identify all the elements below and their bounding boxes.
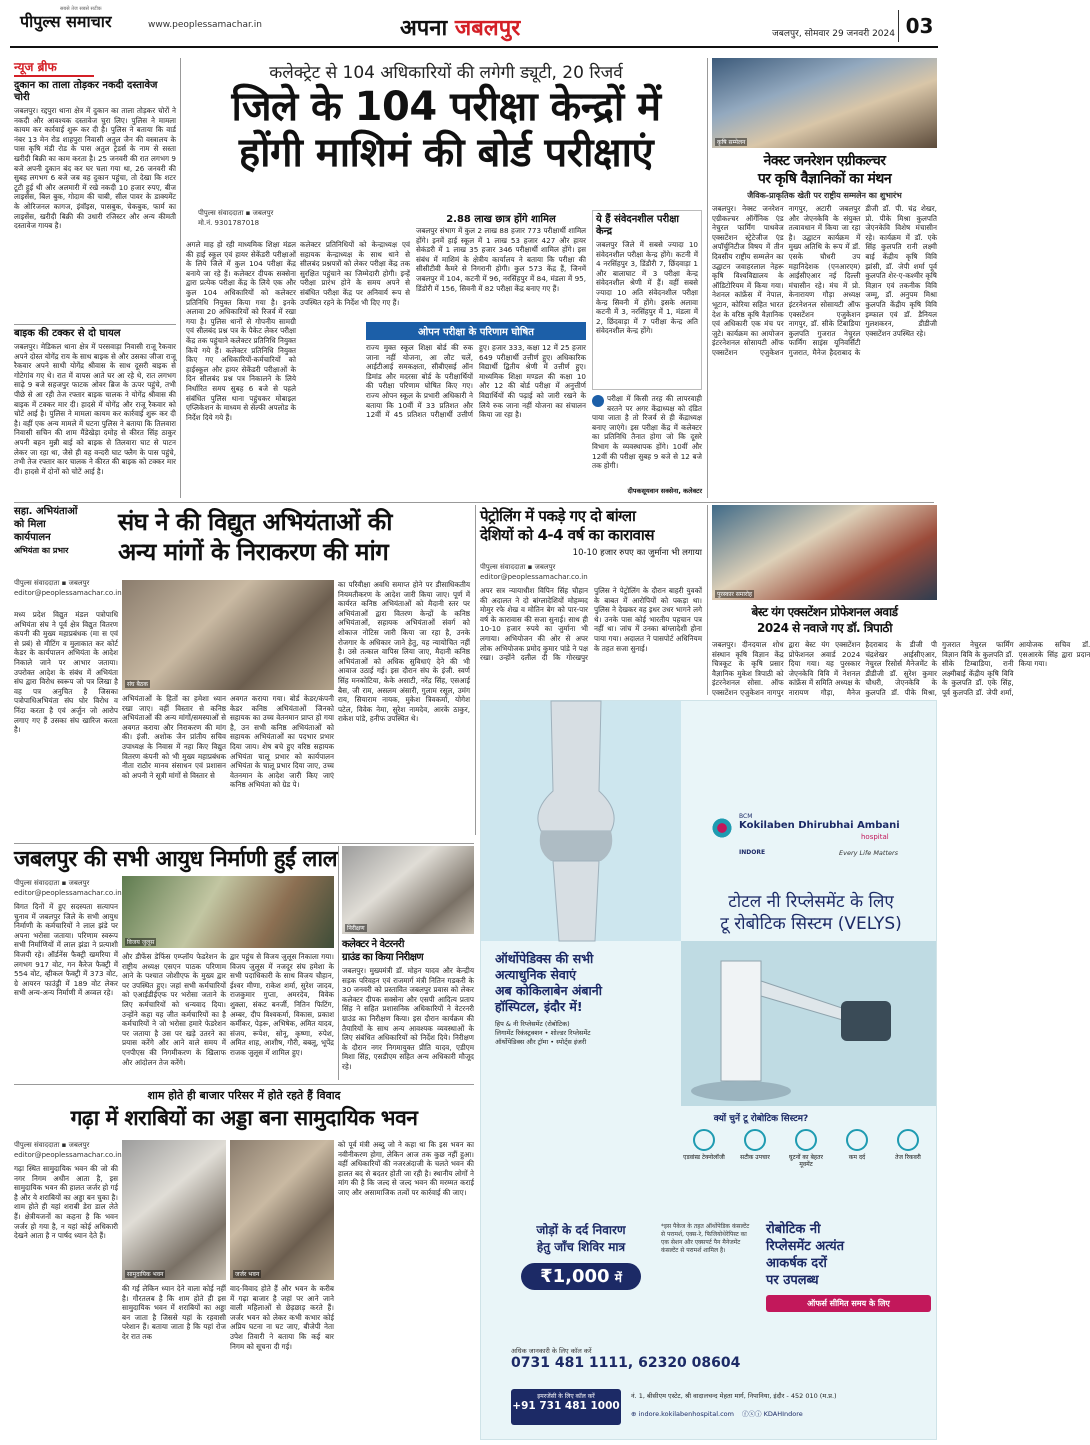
union-label-3: कार्यपालन [14, 532, 51, 543]
sensitive-body: जबलपुर जिले में सबसे ज्यादा 10 संवेदनशील परीक्षा केन्द्र होंगे। कटनी में 4 नरसिंहपुर 3, डिंडौरी 7, छिंदवाड़ा 1 और बालाघाट में 3 परीक्षा केन्द्र संवेदनशील श्रेणी में हैं। वहीं सबसे ज्यादा 10 अति संवेदनशील परीक्षा केन्द्र सिवनी में होंगे। इसके अलावा कटनी में 3, नरसिंहपुर में 1, मंडला में 2, छिंदवाड़ा में 7 परीक्षा केन्द्र अति संवेदनशील केन्द्र होंगे। [596, 240, 698, 336]
lead-headline-line1: जिले के 104 परीक्षा केन्द्रों में [231, 84, 661, 130]
benefit [834, 1129, 880, 1189]
knee-icon [795, 1129, 817, 1151]
hall-photo-2-caption: जर्जर भवन [235, 1271, 260, 1278]
lead-byline [198, 208, 318, 228]
police-deck: 10-10 हजार रुपए का जुर्माना भी लगाया [572, 548, 702, 558]
ad-headline-tag: (VELYS) [837, 914, 902, 934]
hall-photo-1 [122, 1140, 226, 1280]
benefit [783, 1129, 829, 1189]
visit-photo [342, 846, 474, 934]
ad-headline [691, 891, 931, 935]
ad-service-item: हिप & नी रिप्लेसमेंट (रोबोटिक) [495, 1020, 570, 1028]
tech-icon [693, 1129, 715, 1151]
benefit [681, 1129, 727, 1189]
ad-camp-line1: जोड़ों के दर्द निवारण [536, 1223, 626, 1237]
band-rule [14, 843, 474, 844]
lead-col2: कलेक्टर प्रतिनिधियों को केन्द्राध्यक्ष एवं सहायक केन्द्राध्यक्ष के साथ थाने से सीलबंद प्रश्नपत्रों को लेकर परीक्षा केंद्र तक सुरक्षित पहुंचाने का जिम्मेदारी होगी। इन्हें परीक्षा प्रारंभ होने के समय अपने से संबंधित परीक्षा केंद्र पर अनिवार्य रूप से उपस्थित रहने के निर्देश भी दिए गए हैं। [300, 240, 410, 307]
benefit [885, 1129, 931, 1189]
hall-photo-1-caption: सामुदायिक भवन [127, 1271, 164, 1278]
liquor-col2: की गई लेकिन ध्यान देने वाला कोई नहीं है। गौरतलब है कि शाम होते ही इस सामुदायिक भवन में शराबियों का अड्डा बन जाता है जिससे यहां के रहवासी परेशान हैं। बताया जाता है कि यहां रोज देर रात तक [122, 1284, 226, 1341]
ad-logo-icon [711, 817, 733, 839]
robot-system-graphic [681, 941, 936, 1106]
ordnance-byline [14, 878, 124, 898]
ad-brand-name: Kokilaben Dhirubhai Ambani [739, 820, 900, 831]
police-headline-line1: पेट्रोलिंग में पकड़े गए दो बांग्ला [480, 507, 636, 525]
visit-body: जबलपुर। मुख्यमंत्री डॉ. मोहन यादव और केन्द्रीय सड़क परिवहन एवं राजमार्ग मंत्री नितिन गडकरी के 30 जनवरी को प्रस्तावित जबलपुर प्रवास को लेकर कलेक्टर दीपक सक्सेना और एसपी आदित्य प्रताप सिंह ने सहित प्रशासनिक अधिकारियों ने वेटरनरी ग्राउंड का निरीक्षण किया। इस दौरान कार्यक्रम की तैयारियों के साथ अन्य आवश्यक व्यवस्थाओं के लिए संबंधित अधिकारियों को निर्देश दिये। निरीक्षण के दौरान नगर निगमायुक्त प्रीति यादव, एडीएम मिशा सिंह, एसडीएम सहित अन्य अधिकारी मौजूद रहे। [342, 966, 474, 1071]
award-headline-line2: 2024 से नवाजे गए डॉ. त्रिपाठी [757, 621, 892, 635]
union-label-1: सहा. अभियंताओं [14, 506, 78, 517]
liquor-byline-text: पीपुल्स संवाददाता ▪ जबलपुर [14, 1141, 90, 1149]
lead-sub-headline: 2.88 लाख छात्र होंगे शामिल [446, 214, 556, 225]
union-byline-text: पीपुल्स संवाददाता ▪ जबलपुर [14, 579, 90, 587]
police-email[interactable]: editor@peoplessamachar.co.in [480, 573, 588, 581]
ad-promo-line4: पर उपलब्ध [766, 1273, 819, 1288]
award-photo-caption: पुरस्कार समारोह [717, 591, 753, 598]
ad-camp [511, 1221, 651, 1321]
ad-services [495, 951, 675, 1101]
news-brief [14, 58, 176, 498]
brand-logo [20, 6, 155, 34]
agri-body: जबलपुर। नेक्स्ट जनरेशन एग्रीकल्चर ऑर्गेनिक एंड नेचुरल फार्मिंग पाथवेज एक्सटेंशन स्ट्रेटेजीज एंड अपॉर्चुनिटीज विषय में तीन दिवसीय राष्ट्रीय सम्मलेन का उद्घाटन जवाहरलाल नेहरू कृषि विश्वविद्यालय के ऑडिटोरियम में किया गया। नेशनल कांफ्रेंस में नेपाल, भूटान, कोरिया सहित भारत देश के वरिष्ठ कृषि वैज्ञानिक एवं अधिकारी एक मंच पर जुटे। कार्यक्रम का आयोजन इंटरनेशनल सोसायटी ऑफ एक्सटेंशन एजुकेशन नागपुर, अटारी जबलपुर और जेएनकेवि के संयुक्त तत्वावधान में किया जा रहा है। उद्घाटन कार्यक्रम में मुख्य अतिथि के रूप में डॉ. एसके चौधरी उप महानिदेशक (एनआरएम) आईसीएआर नई दिल्ली मंचासीन रहे। मंच में प्रो. केनारायण गौड़ा अध्यक्ष इंटरनेशनल सोसायटी ऑफ एक्सटेंशन एजुकेशन नागपुर, डॉ. सीके टिंबाडिया कुलपति गुजरात नेचुरल फार्मिंग साइंस यूनिवर्सिटी गुजरात, मैनेज हैदराबाद के डीजी डॉ. पी. चंद्र शेखर, प्रो. पीके मिश्रा कुलपति जेएनकेवि विशेष मंचासीन रहे। कार्यक्रम में डॉ. एके सिंह कुलपति रानी लक्ष्मी बाई केंद्रीय कृषि विवि झांसी, डॉ. जेपी शर्मा पूर्व कुलपति शेर-ए-कश्मीर कृषि विज्ञान एवं तकनीक विवि जम्मू, डॉ. अनुपम मिश्रा कुलपति केंद्रीय कृषि विवि इम्फाल एवं डॉ. डैनियल गुलशकरन, डीडीजी एक्सटेंशन उपस्थित रहे। [712, 204, 937, 357]
ad-emergency-label: इमरजेंसी के लिए कॉल करें [537, 1393, 595, 1400]
police-body: अपर सत्र न्यायाधीश विपिन सिंह चौहान की अदालत ने दो बांग्लादेशियों मोहम्मद मोमुर रफे शेख व मोतिन बेग को पार-पार वर्ष के कारावास की सजा सुनाई। साथ ही 10-10 हजार रुपये का जुर्माना भी लगाया। अभियोजन की ओर से अपर लोक अभियोजक प्रमोद कुमार पांडे ने पक्ष रखा। उन्होंने दलील दी कि गोरखपुर पुलिस ने पेट्रोलिंग के दौरान बाहरी युवकों के बाबत में आरोपियों को पकड़ा था। पुलिस ने देखकर वह इधर उधर भागने लगे थे। उनके पास कोई भारतीय पहचान पत्र नहीं था। जांच में उनका बांग्लादेशी होना पाया गया। अदालत ने पासपोर्ट अधिनियम के तहत सजा सुनाई। [480, 586, 702, 663]
hall-photo-2 [230, 1140, 334, 1280]
visit-headline-line1: कलेक्टर ने वेटरनरी [342, 939, 404, 950]
ad-services-title-4: हॉस्पिटल, इंदौर में! [495, 999, 583, 1014]
ad-camp-line2: हेतु जाँच शिविर मात्र [536, 1240, 626, 1254]
website[interactable]: www.peoplessamachar.in [148, 20, 262, 30]
ordnance-col1: विगत दिनों में हुए सदस्यता सत्यापन चुनाव में जबलपुर जिले के सभी आयुध निर्माणी के कर्मचारियों ने लाल झंडे पर अपना भरोसा जताया। परिणाम स्वरूप सभी निर्माणियों में लाल झंडा ने प्रत्याशी विजयी रहे। ऑर्डनेंस फैक्ट्री खमरिया में लगभग 917 वोट, गन कैरेज फैक्ट्री में 554 वोट, व्हीकल फैक्ट्री में 373 वोट, ग्रे आयरन फाउंड्री में 189 वोट लेकर सभी अन्य-अन्य निर्माणी में अव्वल रहे। [14, 902, 118, 998]
union-photo-caption: संघ बैठक [127, 681, 149, 688]
ad-emergency-number: +91 731 481 1000 [512, 1400, 620, 1412]
open-exam-box [366, 322, 586, 500]
brief-body: जबलपुर। रद्दपुरा थाना क्षेत्र में दुकान का ताला तोड़कर चोरों ने नकदी और आवश्यक दस्तावेज चुरा लिए। पुलिस ने मामला कायम कर कार्रवाई शुरू कर दी है। पुलिस ने बताया कि वार्ड नंबर 13 मेन रोड शाहपुरा निवासी अतुल जैन की वस्त्रालय के पास कृषि मंडी रोड के पास अतुल ट्रेडर्स के नाम से सस्ता खरीदी बिक्री का काम करता है। 25 जनवरी की रात लगभग 9 बजे अपनी दुकान बंद कर घर चला गया था, 26 जनवरी की सुबह लगभग 6 बजे जब वह दुकान पहुंचा, तो देखा कि शटर टूटी हुई थी और अलमारी में रखे नकदी 10 हजार रुपए, बीज लाइसेंस, बिल बुक, गोदाम की चाबी, सील पावर के डाक्यमेंट के ओरिजनल कागज, इंवॉइस, पासबुक, चेकबुक, फार्म का लाइसेंस, खरीदी बिक्री की उधारी रजिस्टर और अन्य कीमती दस्तावेज गायब है। [14, 106, 176, 231]
ad-service-item: ऑर्थोपेडिक्स और ट्रॉमा • स्पोर्ट्स इंजरी [495, 1038, 587, 1046]
union-headline-line1: संघ ने की विद्युत अभियंताओं की [118, 508, 392, 536]
column-rule [475, 505, 476, 835]
visit-headline-line2: ग्राउंड का किया निरीक्षण [342, 952, 424, 963]
quote-author: दीपकसूयवान सक्सेना, कलेक्टर [627, 487, 702, 495]
column-rule [707, 58, 708, 498]
ad-web[interactable]: indore.kokilabenhospital.com [638, 1410, 734, 1418]
ad-camp-note: *इस पैकेज के तहत ऑर्थोपेडिक कंसल्टेंट से परामर्श, एक्स-रे, फिजियोथेरेपिस्ट का एक सेशन और एक्सपर्ट पैन मैनेजमेंट कंसल्टेंट से परामर्श शामिल है। [661, 1223, 750, 1254]
benefit-label: तेज रिकवरी [895, 1154, 921, 1161]
ad-promo-text [766, 1221, 931, 1289]
union-label-2: को मिला [14, 519, 46, 530]
dateline: जबलपुर, सोमवार 29 जनवरी 2024 [772, 29, 895, 39]
benefit-label: सटीक उपचार [740, 1154, 770, 1161]
column-rule [180, 58, 181, 498]
social-icon: ⓕⓧⓘ [742, 1410, 762, 1418]
ad-promo [766, 1221, 931, 1331]
ad-headline-line1: टोटल नी रिप्लेसमेंट के लिए [728, 892, 894, 912]
union-byline [14, 578, 122, 598]
news-brief-label: न्यूज ब्रीफ [14, 58, 94, 77]
knee-implant-graphic [481, 701, 681, 941]
brief-headline: बाइक की टक्कर से दो घायल [14, 328, 121, 339]
agri-photo-caption: कृषि सम्मेलन [717, 139, 746, 146]
sensitive-title: ये हैं संवेदनशील परीक्षा केन्द्र [596, 214, 680, 237]
ad-brand-tagline: Every Life Matters [839, 849, 899, 857]
brief-body: जबलपुर। मेडिकल थाना क्षेत्र में परसवाड़ा निवासी राजू रैकवार अपने दोस्त योगेंद्र राय के साथ बाइक से और उसका जीजा राजू रैकवार अपने साथी योगेंद्र श्रीवास के साथ दूसरी बाइक से गोटेगांव गए थे। रात में वापस आते घर आ रहे थे, रात लगभग साढ़े 9 बजे सहजपुर फाटक ओवर ब्रिज के ऊपर पहुंचे, तभी पीछे से आ रही तेज रफ्तार बाइक चालक ने योगेंद्र श्रीवास की बाइक में टक्कर मार दी। हादसे में योगेंद्र और राजू रैकवार को चोटें आई है। पुलिस ने मामला कायम कर कार्रवाई शुरू कर दी है। वहीं एक अन्य मामले में घटना पुलिस ने बताया कि तिलवारा निवासी सचिन की शाम मैंडेखेड़ा दमोह से कीरत सिंह ठाकुर अपनी बहन मुन्नी बाई को बाइक से तिलवारा घाट से पाटन लेकर जा रहा था, जैसे ही वह वन्दरी घाट फ्लैग के पास पहुंचे, तभी तेज रफ्तार कार चालक ने कीरत की बाइक को टक्कर मार दी। हादसे में दोनों को चोटें आई है। [14, 342, 176, 476]
ad-promo-line2: रिप्लेसमेंट अत्यंत [766, 1239, 845, 1254]
lead-contact: मो.नं. 9301787018 [198, 219, 260, 227]
ad-contact-label: अधिक जानकारी के लिए कॉल करें [511, 1347, 592, 1355]
section-city: जबलपुर [454, 16, 521, 41]
ad-bcm: BCM [739, 813, 753, 820]
quote-body: परीक्षा में किसी तरह की लापरवाही बरतने पर अगर केंद्राध्यक्ष को दंडित पाया जाता है तो रिजर्व से ही केंद्राध्यक्ष बनाए जाएंगे। इस परीक्षा केंद्र में कलेक्टर का प्रतिनिधि तैनात होगा जो कि दूसरे विभाग के व्यवस्थापक होंगे। 10वीं और 12वीं की परीक्षा सुबह 9 बजे से 12 बजे तक होगी। [592, 394, 702, 471]
liquor-byline [14, 1140, 124, 1160]
union-box-label [14, 505, 114, 575]
globe-icon: ⊕ [631, 1410, 637, 1418]
agri-deck: जैविक-प्राकृतिक खेती पर राष्ट्रीय सम्मलेन का शुभारंभ [747, 191, 902, 200]
liquor-email[interactable]: editor@peoplessamachar.co.in [14, 1151, 122, 1159]
union-label-4: अभियंता का प्रभार [14, 546, 69, 555]
section-prefix: अपना [400, 16, 448, 41]
masthead-rule [10, 46, 938, 48]
benefit [732, 1129, 778, 1189]
collector-quote [592, 394, 702, 500]
police-headline [480, 507, 702, 545]
ad-services-title-1: ऑर्थोपेडिक्स की सभी [495, 951, 594, 966]
liquor-col1: गढ़ा स्थित सामुदायिक भवन की जो की नगर निगम अधीन आता है, इस सामुदायिक भवन की हालत जर्जर हो गई है और ये शराबियों का अड्डा बन चुका है। शाम होते ही यहां शराबी डेरा डाल लेते हैं। क्षेत्रीयजनों का कहना है कि भवन जर्जर हो गया है, न यहां कोई अधिकारी देखने आता है न पार्षद ध्यान देते हैं। [14, 1164, 118, 1241]
ad-web-row [631, 1409, 931, 1418]
ad-brand-city: INDORE [739, 849, 766, 856]
ordnance-email[interactable]: editor@peoplessamachar.co.in [14, 889, 122, 897]
agri-headline-line1: नेक्स्ट जनरेशन एग्रीकल्चर [763, 153, 886, 169]
agri-headline-line2: पर कृषि वैज्ञानिकों का मंथन [757, 171, 892, 187]
visit-photo-caption: निरीक्षण [347, 925, 365, 932]
police-byline [480, 562, 590, 582]
agri-photo [712, 58, 937, 148]
ad-services-title-2: अत्याधुनिक सेवाएं [495, 967, 577, 982]
police-headline-line2: देशियों को 4-4 वर्ष का कारावास [480, 526, 654, 544]
ad-emergency[interactable] [511, 1389, 621, 1425]
award-photo [712, 505, 937, 600]
ad-service-item: लिगामेंट रिकंस्ट्रक्शन • शोल्डर रिप्लेसमेंट [495, 1029, 591, 1037]
open-exam-body: राज्य मुक्त स्कूल शिक्षा बोर्ड की रुक जाना नहीं योजना, आ लौट चलें, आईटीआई समकक्षता, सीबीएसई ऑन डिमांड और मदरसा बोर्ड के परीक्षार्थियों की परीक्षा परिणाम घोषित किए गए। राज्य ओपन स्कूल के प्रभारी अधिकारी ने बताया कि 10वीं में 33 प्रतिशत और 12वीं में 45 प्रतिशत परीक्षार्थी उत्तीर्ण हुए। हजार 333, कक्षा 12 में 25 हजार 649 परीक्षार्थी उत्तीर्ण हुए। अधिकारिक विद्यार्थी द्वितीय श्रेणी में उत्तीर्ण हुए। माध्यमिक शिक्षा मण्डल की कक्षा 10 और 12 की बोर्ड परीक्षा में अनुत्तीर्ण विद्यार्थियों की पढ़ाई को जारी रखने के लिये रुक जाना नहीं योजना का संचालन किया जा रहा है। [366, 343, 586, 420]
page-number: 03 [898, 10, 940, 42]
brand-name: पीपुल्स समाचार [20, 12, 112, 31]
brief-headline: दुकान का ताला तोड़कर नकदी दस्तावेज चोरी [14, 80, 158, 103]
ad-camp-price: ₹1,000 [540, 1266, 610, 1287]
ad-services-title-3: अब कोकिलाबेन अंबानी [495, 983, 602, 998]
target-icon [744, 1129, 766, 1151]
ad-contact-numbers[interactable]: 0731 481 1111, 62320 08604 [511, 1355, 741, 1371]
lead-kicker: कलेक्ट्रेट से 104 अधिकारियों की लगेगी ड्यूटी, 20 रिजर्व [269, 63, 623, 83]
lead-byline-text: पीपुल्स संवाददाता ▪ जबलपुर [198, 209, 274, 217]
ad-headline-line2-wrap [691, 913, 931, 935]
lead-sub-body: जबलपुर संभाग में कुल 2 लाख 88 हजार 773 परीक्षार्थी शामिल होंगे। इनमें हाई स्कूल में 1 लाख 53 हजार 427 और हायर सेकंडरी में 1 लाख 35 हजार 346 परीक्षार्थी शामिल होंगे। इस संबंध में माशिमं के क्षेत्रीय कार्यालय ने बताया कि परीक्षा की सीसीटीवी कैमरे से निगरानी होगी। कुल 573 केंद्र हैं, जिनमें जबलपुर में 104, कटनी में 96, नरसिंहपुर में 84, मंडला में 95, डिंडोरी में 156, सिवनी में 82 परीक्षा केंद्र बनाए गए हैं। [416, 226, 586, 293]
union-col4: का परिवीक्षा अवधि समाप्त होने पर डीसाधिकतीय नियमतीकरण के आदेश जारी किया जाए। पूर्ण में कार्यरत कनिष्ठ अभियंताओं को मैदानी स्तर पर अभियंताओं द्वारा वितरण केन्द्रों के कनिष्ठ अभियंताओं, सहायक अभियंताओं संवर्ग को शोकाज नोटिस जारी किया जा रहा है, उनके रोजगार के अधिकार जाने हेतु, यह न्यायोचित नहीं है। उसे तत्काल वापिस लिया जाए, मैदानी कनिष्ठ अभियंताओं को अधिक सुविधाएं देने की भी आवाज उठाई गई। इस दौरान संघ के इंजी. स्वर्ण सिंह मनकोटिया, केके असाटी, नरेंद्र सिंह, एसआई बैस, जी राम, असलम अंसारी, गुलाम रसूल, उमंग राय, सियाराम नायक, मुकेश त्रिवकर्मा, योगेश पटेल, विवेक नेमा, सुरेश नामदेव, आरके ठाकुर, राकेश पांडे, हनीफ उपस्थित थे। [338, 580, 470, 724]
brand-tagline: सबसे तेज सबसे सटीक [60, 6, 102, 12]
ad-brand [711, 813, 931, 873]
recovery-icon [897, 1129, 919, 1151]
ad-promo-badge: ऑफर्स सीमित समय के लिए [766, 1295, 931, 1312]
visit-headline [342, 938, 474, 964]
union-col1: मध्य प्रदेश विद्युत मंडल पत्रोपाधि अभियंता संघ ने पूर्व क्षेत्र विद्युत वितरण कंपनी की मुख्य महाप्रबंधक (मा स एवं से प्रबं) से मीटिंग व मुलाकात कर कोर्ट केडर के कार्यपालन अभियंता के आदेश निकाले जाने पर आभार जताया। उपरोक्त आदेश के संबंध में अभियंता संघ द्वारा विरोध स्वरूप जो पत्र लिखा है वह पत्र अनुचित है जिसका पत्रोपाधिअभियंता संघ घोर विरोध व निंदा करता है एवं अर्जुन जो आरोप लगाए गए हैं उसका संघ खारिज करता है। [14, 610, 118, 735]
ad-contact [511, 1346, 791, 1381]
band-rule [14, 1084, 474, 1085]
lead-col1: अगले माह हो रही माध्यमिक शिक्षा मंडल की हाई स्कूल एवं हायर सेकेंडरी परीक्षाओं के लिये जिले में कुल 104 परीक्षा केंद्र बनाये जा रहे हैं। कलेक्टर दीपक सक्सेना द्वारा प्रत्येक परीक्षा केंद्र के लिये एक और कुल 104 अधिकारियों को कलेक्टर प्रतिनिधि नियुक्त किया गया है। इनके अलावा 20 अधिकारियों को रिजर्व में रखा गया है। पुलिस थानों से गोपनीय सामग्री एवं सीलबंद प्रश्न पत्र के पैकेट लेकर परीक्षा केंद्र तक पहुंचाने कलेक्टर प्रतिनिधि नियुक्त किये गये हैं। कलेक्टर प्रतिनिधि नियुक्त किए गए अधिकारियों-कर्मचारियों को हाईस्कूल और हायर सेकेंडरी परीक्षाओं के दिन सीलबंद प्रश्न पत्र निकालने के लिये निर्धारित समय सुबह 6 बजे से पहले संबंधित पुलिस थाना पहुंचकर मोबाइल एप्लिकेशन के माध्यम से सेल्फी अपलोड के निर्देश दिये गये हैं। [186, 240, 296, 422]
union-col3: अवगत कराया गया। बोर्ड केडर/कंपनी केडर कनिष्ठ अभियंताओं जिनको सहायक का उच्च वेतनमान प्राप्त हो गया है, उन सभी कनिष्ठ अभियंताओं को सहायक अभियंताओं का पदभार प्रभार दिया जाय। शेष बचे हुए वरिष्ठ सहायक अभियंता चालू प्रभार को कार्यपालन अभियंता के चालू प्रभार दिया जाए, उच्च वेतनमान के आदेश जारी किए जाएं कनिष्ठ अभियंता को ग्रेड पे। [230, 694, 334, 790]
lead-headline-line2: होंगी माशिमं की बोर्ड परीक्षाएं [238, 130, 654, 176]
quote-icon [592, 395, 604, 407]
pain-icon [846, 1129, 868, 1151]
ordnance-photo [122, 876, 334, 948]
sensitive-box [592, 210, 702, 390]
ad-promo-line1: रोबोटिक नी [766, 1222, 821, 1237]
ad-benefits [681, 1129, 931, 1189]
agri-headline [712, 152, 937, 188]
column-rule [707, 505, 708, 695]
ordnance-headline: जबलपुर की सभी आयुध निर्माणी हुईं लाल [14, 847, 338, 872]
benefit-label: एडवांस्ड टेक्नोलॉजी [683, 1154, 725, 1161]
lead-headline [186, 84, 706, 176]
ad-camp-price-badge [521, 1263, 641, 1290]
award-body: जबलपुर। दीनदयाल शोध संस्थान कृषि विज्ञान केंद्र चित्रकूट के कृषि प्रसार वैज्ञानिक मुकेश त्रिपाठी को इंटरनेशनल सोसा. ऑफ एक्सटेंशन एजुकेशन नागपुर द्वारा बेस्ट यंग एक्सटेंशन प्रोफेशनल अवार्ड 2024 दिया गया। यह पुरस्कार जेएनकेवि विवि में नेशनल कांफ्रेंस में समिति अध्यक्ष के नारायण गौड़ा, मैनेज हैदराबाद के डीजी पी चंद्रशेखर आईसीएआर, नेचुरल रिसोर्स मैनेजमेंट के डीडीजी डॉ. सुरेश कुमार चौधरी, जेएनकेवि के कुलपति डॉ. पीके मिश्रा, गुजरात नेचुरल फार्मिंग विज्ञान विवि के कुलपति डॉ. सीके टिम्बाडिया, रानी लक्ष्मीबाई केंद्रीय कृषि विवि के कुलपति डॉ. एके सिंह, पूर्व कुलपति डॉ. जेपी शर्मा, आयोजक सचिव डॉ. एसआरके सिंह द्वारा प्रदान किया गया। [712, 640, 1090, 697]
award-headline [712, 604, 937, 636]
ordnance-photo-caption: विजय जुलूस [127, 939, 155, 946]
police-byline-text: पीपुल्स संवाददाता ▪ जबलपुर [480, 563, 556, 571]
liquor-col4: को पूर्व मंत्री अब्दु जो ने कहा था कि इस भवन का नवीनीकरण होगा, लेकिन आज तक कुछ नहीं हुआ। वहीं अधिकारियों की नजरअंदाजी के चलते भवन की हालत बद से बदतर होती जा रही है। स्थानीय लोगों ने मांग की है कि जल्द से जल्द भवन की मरम्मत कराई जाए और असामाजिक तत्वों पर कार्रवाई की जाए। [338, 1140, 474, 1197]
band-rule [14, 502, 934, 503]
benefit-label: कम दर्द [848, 1154, 866, 1161]
ordnance-col3: द्वार पहुंच से विजय जुलूस निकाला गया। विजय जुलूस में नजदूर संघ हमेशा के सभी पदाधिकारी के साथ विजय चौहान, ईश्वर मीणा, राकेश शर्मा, सुरेश जादव, राजकुमार गुप्ता, अमरदेव, विवेक शुक्ला, संकट बनर्जी, नितिन फिटिंग, अम्बर, दीप विश्वकर्मा, विकास, प्रकाश कर्मीकर, पेड़रू, अभिषेक, अमित यादव, संजय, रूपेश, सोनू, कृष्णा, रुपेश, अमित शाह, आशीष, गौरी, बबलू, भूपेंद्र राजक जुलूस में शामिल हुए। [230, 952, 334, 1057]
ad-why-title: क्यों चुनें टू रोबोटिक सिस्टम? [713, 1114, 809, 1124]
union-col2: अभियंताओं के हितों का हमेशा ध्यान रखा जाए। वहीं विस्तार से कनिष्ठ अभियंताओं की अन्य मांगों/समस्याओं से अवगत कराया और निराकरण की मांग की। इंजी. अशोक जैन प्रांतीय सचिव उपाध्यक्ष के निवास में नहा किए विद्युत वितरण कंपनी को भी मुख्य महाप्रबंधक नीता राठौर मानव संसाधन एवं प्रशासन को अपनी ने सूत्री मांगों से विस्तार से [122, 694, 226, 780]
award-headline-line1: बेस्ट यंग एक्सटेंशन प्रोफेशनल अवार्ड [751, 605, 898, 619]
ad-services-title [495, 951, 675, 1015]
liquor-col3: वाद-विवाद होते हैं और भवन के करीब में गढ़ा बाजार है जहां पर आने जाने वाली महिलाओं से छेड़छाड़ करते हैं। जर्जर भवन को लेकर कभी कभार कोई अप्रिय घटना ना घट जाए, बीजेपी नेता उपेश तिवारी ने बताया कि कई बार निगम को सूचना दी गई। [230, 1284, 334, 1351]
ad-address: नं. 1, बीसीएम एस्टेट, श्री वादालचन्द मेहता मार्ग, निपानिया, इंदौर - 452 010 (म.प्र.) [631, 1392, 837, 1400]
benefit-label: घुटनों का बेहतर मूवमेंट [789, 1154, 823, 1168]
open-exam-title: ओपन परीक्षा के परिणाम घोषित [366, 322, 586, 340]
liquor-kicker: शाम होते ही बाजार परिसर में होते रहते हैं विवाद [147, 1089, 341, 1102]
column-rule [338, 846, 339, 1080]
ad-promo-line3: आकर्षक दरों [766, 1256, 827, 1271]
masthead [0, 0, 945, 50]
ordnance-byline-text: पीपुल्स संवाददाता ▪ जबलपुर [14, 879, 90, 887]
union-email[interactable]: editor@peoplessamachar.co.in [14, 589, 122, 597]
ad-brand-suffix: hospital [861, 833, 889, 841]
ordnance-col2: और डीफेंस डेफिंस एम्प्लॉय फेडरेशन के राष्ट्रीय अध्यक्ष एसएन पाठक परिणाम आने के पश्चात जोशीएफ के मुख्य द्वार पर उपस्थित हुए। जहां सभी कर्मचारियों को एआईडीईएफ पर भरोसा जताने के लिए कर्मचारियों को धन्यवाद दिया। उन्होंने कहा यह जीत कर्मचारियों का है कर्मचारियों ने जो भरोसा हमारे फेडरेशन पर जताया है उस पर खड़े उतरने का प्रयास करेंगे और आने वाले समय में एनपीएस की निगमीकरण के खिलाफ और आंदोलन तेज करेंगे। [122, 952, 226, 1067]
ad-camp-price-suffix: में [614, 1271, 622, 1285]
liquor-headline: गढ़ा में शराबियों का अड्डा बना सामुदायिक भवन [70, 1106, 418, 1130]
section-title [400, 12, 560, 42]
union-headline-line2: अन्य मांगों के निराकरण की मांग [118, 538, 389, 566]
hospital-ad[interactable] [480, 700, 937, 1440]
ad-headline-line2: टू रोबोटिक सिस्टम [720, 914, 833, 934]
ad-social[interactable]: KDAHIndore [763, 1410, 803, 1418]
union-headline [118, 507, 470, 567]
union-photo [122, 580, 334, 690]
brief-divider [14, 324, 176, 325]
